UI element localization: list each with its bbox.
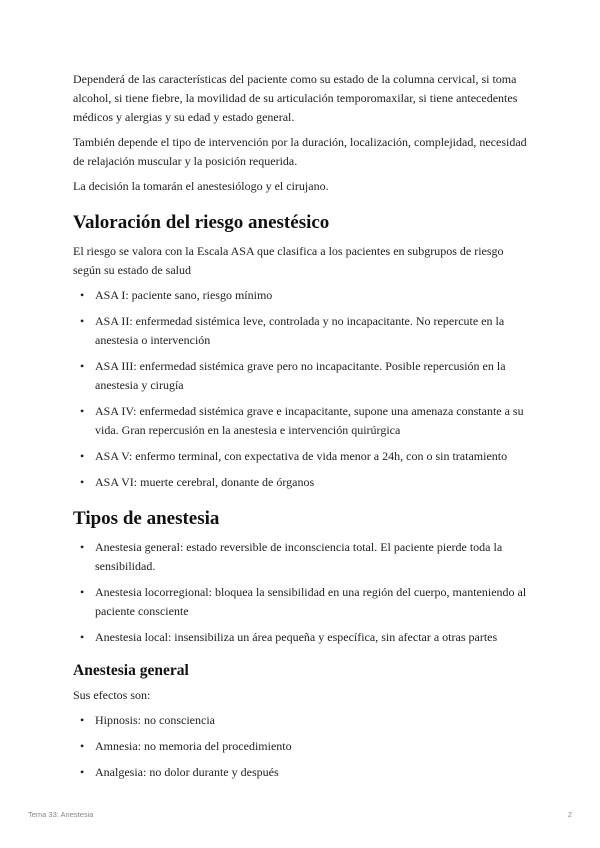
- efectos-list: [73, 711, 533, 782]
- list-item: • Anestesia local: insensibiliza un área pequeña y específica, sin afectar a otras partes: [73, 628, 533, 647]
- intro-paragraph: También depende el tipo de intervención por la duración, localización, complejidad, necesidad de relajación muscular y la posición requerida.: [73, 135, 527, 168]
- intro-paragraph: Dependerá de las características del paciente como su estado de la columna cervical, si toma alcohol, si tiene fiebre, la movilidad de su articulación temporomaxilar, si tiene antecedentes médicos y alergias y su edad y estado general.: [73, 72, 518, 124]
- list-item: • ASA IV: enfermedad sistémica grave e incapacitante, supone una amenaza constante a su vida. Gran repercusión en la anestesia e intervención quirúrgica: [73, 402, 533, 440]
- section-heading-tipos: Tipos de anestesia: [73, 508, 220, 529]
- list-item: • Amnesia: no memoria del procedimiento: [73, 737, 533, 756]
- page-content: [73, 70, 533, 789]
- list-item: • Hipnosis: no consciencia: [73, 711, 533, 730]
- page-number: 2: [567, 810, 572, 819]
- footer-title: Tema 33: Anestesia: [28, 810, 94, 819]
- list-item: • Analgesia: no dolor durante y después: [73, 763, 533, 782]
- list-item: • Anestesia locorregional: bloquea la sensibilidad en una región del cuerpo, manteniendo al paciente consciente: [73, 583, 533, 621]
- list-item: • ASA VI: muerte cerebral, donante de órganos: [73, 473, 533, 492]
- intro-paragraph: La decisión la tomarán el anestesiólogo y el cirujano.: [73, 179, 329, 193]
- section-paragraph: Sus efectos son:: [73, 688, 151, 702]
- list-item: • Anestesia general: estado reversible de inconsciencia total. El paciente pierde toda la sensibilidad.: [73, 538, 533, 576]
- section-heading-riesgo: Valoración del riesgo anestésico: [73, 212, 330, 233]
- asa-list: [73, 286, 533, 492]
- section-paragraph: El riesgo se valora con la Escala ASA que clasifica a los pacientes en subgrupos de riesgo según su estado de salud: [73, 244, 504, 277]
- tipos-list: [73, 538, 533, 647]
- subsection-heading-general: Anestesia general: [73, 662, 189, 679]
- list-item: • ASA V: enfermo terminal, con expectativa de vida menor a 24h, con o sin tratamiento: [73, 447, 533, 466]
- list-item: • ASA I: paciente sano, riesgo mínimo: [73, 286, 533, 305]
- list-item: • ASA II: enfermedad sistémica leve, controlada y no incapacitante. No repercute en la anestesia o intervención: [73, 312, 533, 350]
- list-item: • ASA III: enfermedad sistémica grave pero no incapacitante. Posible repercusión en la anestesia y cirugía: [73, 357, 533, 395]
